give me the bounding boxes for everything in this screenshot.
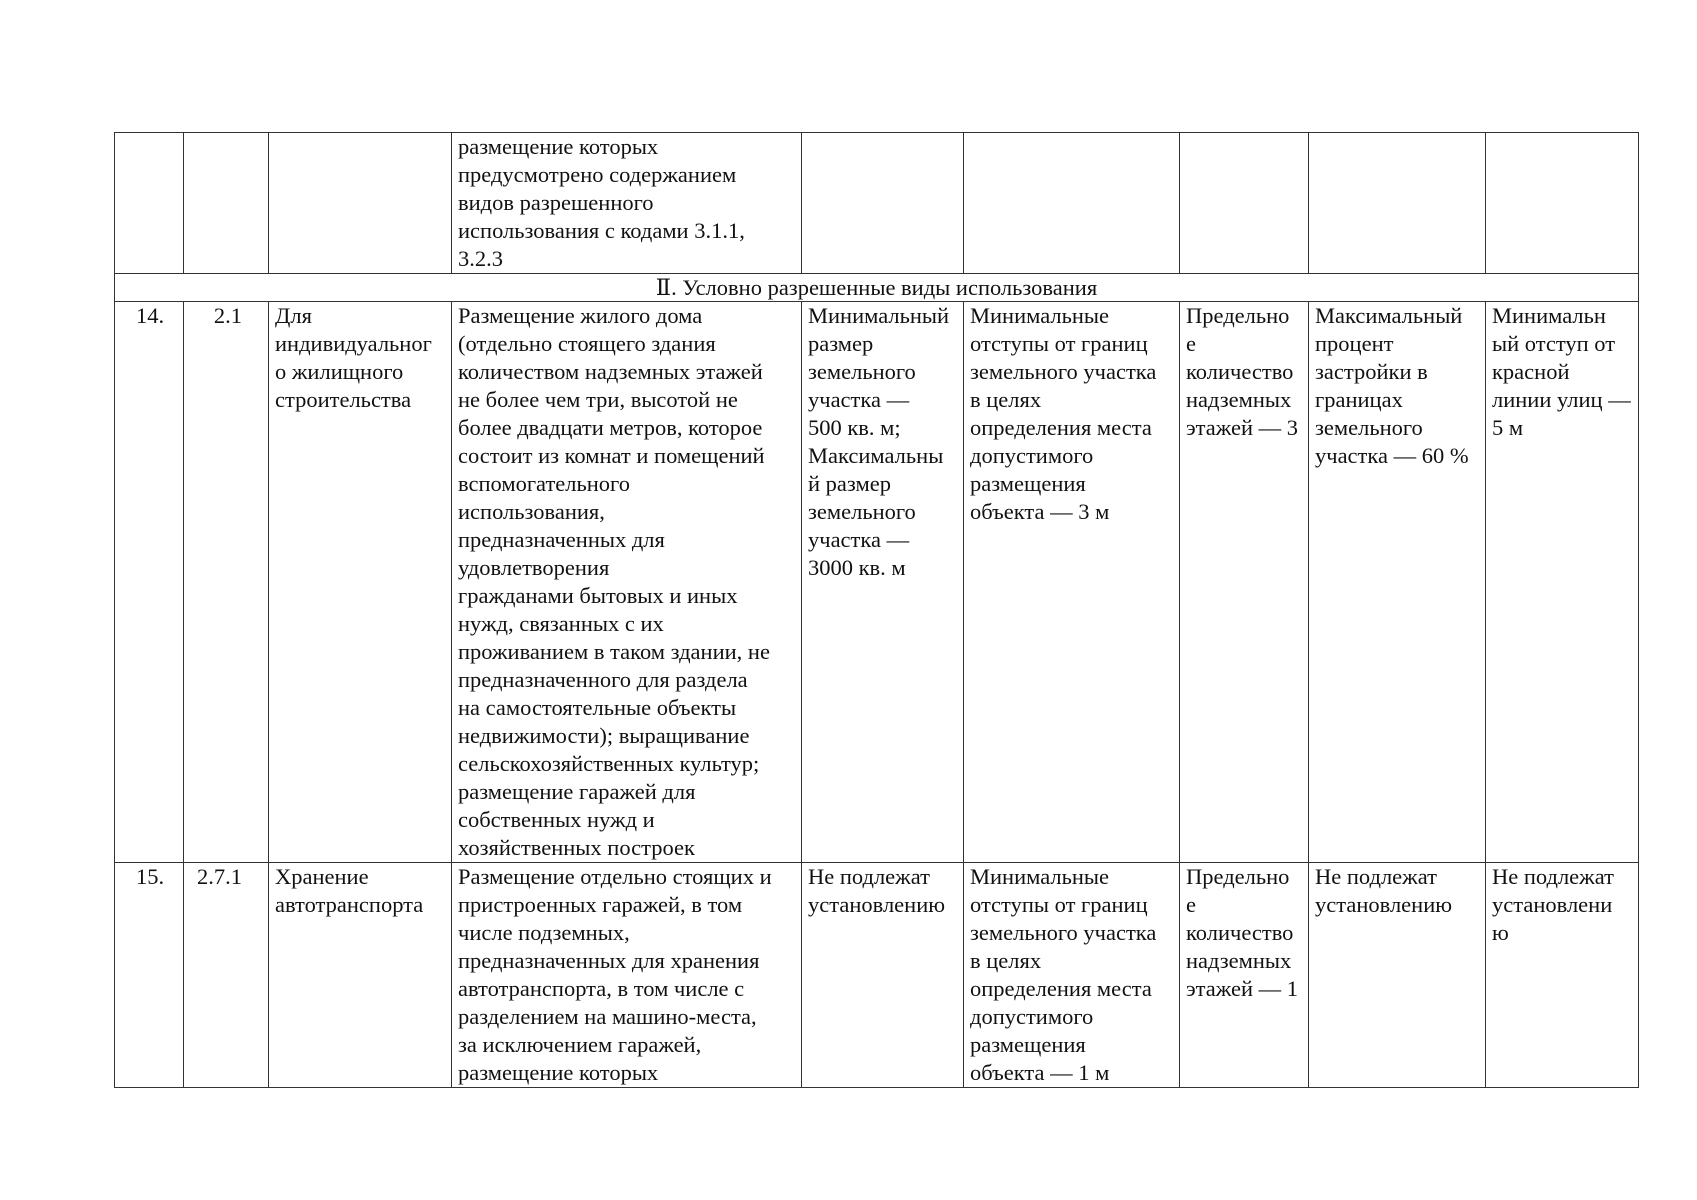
cell-name (269, 133, 452, 274)
cell-number (115, 133, 184, 274)
table-row (115, 863, 1639, 1088)
cell-code (184, 133, 269, 274)
cell-coverage (1309, 133, 1486, 274)
cell-plot-size: Не подлежат установлению (802, 863, 964, 1088)
cell-code: 2.1 (184, 302, 269, 863)
cell-number: 15. (115, 863, 184, 1088)
cell-red-line (1486, 133, 1639, 274)
cell-name: Для индивидуальног о жилищного строительства (269, 302, 452, 863)
cell-description: Размещение жилого дома (отдельно стоящего здания количеством надземных этажей не более чем три, высотой не более двадцати метров, которое состоит из комнат и помещений вспомогательного использования, предназначенных для удовлетворения гражданами бытовых и иных нужд, связанных с их проживанием в таком здании, не предназначенного для раздела на самостоятельные объекты недвижимости); выращивание сельскохозяйственных культур; размещение гаражей для собственных нужд и хозяйственных построек (452, 302, 802, 863)
cell-description: Размещение отдельно стоящих и пристроенных гаражей, в том числе подземных, предназначенных для хранения автотранспорта, в том числе с разделением на машино-места, за исключением гаражей, размещение которых (452, 863, 802, 1088)
cell-red-line: Не подлежат установлени ю (1486, 863, 1639, 1088)
cell-red-line: Минимальн ый отступ от красной линии улиц — 5 м (1486, 302, 1639, 863)
cell-description: размещение которых предусмотрено содержанием видов разрешенного использования с кодами 3.1.1, 3.2.3 (452, 133, 802, 274)
cell-floors (1180, 133, 1309, 274)
cell-setbacks: Минимальные отступы от границ земельного участка в целях определения места допустимого размещения объекта — 1 м (964, 863, 1180, 1088)
cell-name: Хранение автотранспорта (269, 863, 452, 1088)
cell-setbacks (964, 133, 1180, 274)
cell-setbacks: Минимальные отступы от границ земельного участка в целях определения места допустимого размещения объекта — 3 м (964, 302, 1180, 863)
cell-plot-size: Минимальный размер земельного участка — 500 кв. м; Максимальны й размер земельного участка — 3000 кв. м (802, 302, 964, 863)
cell-coverage: Не подлежат установлению (1309, 863, 1486, 1088)
cell-number: 14. (115, 302, 184, 863)
cell-floors: Предельно е количество надземных этажей — 3 (1180, 302, 1309, 863)
section-title: Ⅱ. Условно разрешенные виды использования (115, 274, 1639, 302)
cell-coverage: Максимальный процент застройки в границах земельного участка — 60 % (1309, 302, 1486, 863)
cell-code: 2.7.1 (184, 863, 269, 1088)
table-row (115, 302, 1639, 863)
cell-plot-size (802, 133, 964, 274)
land-use-table (114, 132, 1639, 1088)
section-header-row (115, 274, 1639, 302)
table-row-continuation (115, 133, 1639, 274)
cell-floors: Предельно е количество надземных этажей — 1 (1180, 863, 1309, 1088)
